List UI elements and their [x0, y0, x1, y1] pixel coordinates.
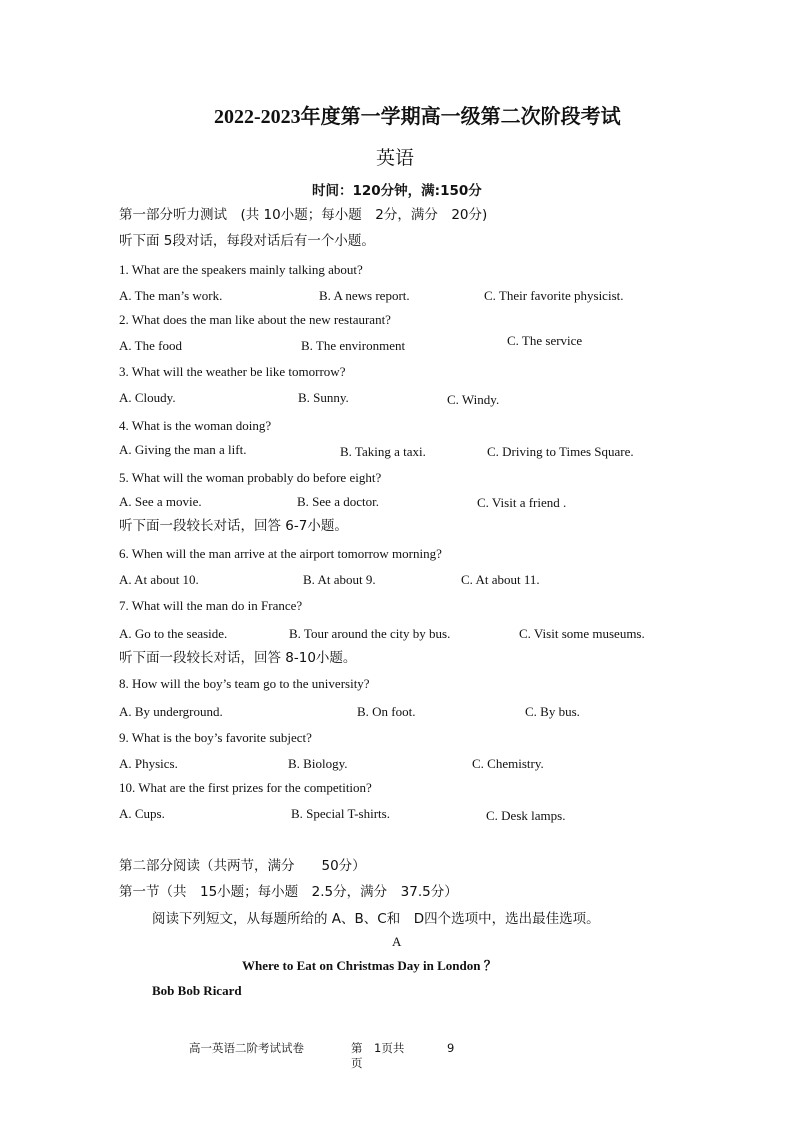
- question-6: 6. When will the man arrive at the airport tomorrow morning?: [119, 546, 442, 561]
- question-1: 1. What are the speakers mainly talking about?: [119, 262, 363, 277]
- q10-option-b: B. Special T-shirts.: [291, 806, 390, 821]
- q4-option-b: B. Taking a taxi.: [340, 444, 426, 459]
- q3-option-a: A. Cloudy.: [119, 390, 176, 405]
- part1-instruction-b: 听下面一段较长对话，回答 6-7小题。: [119, 518, 348, 534]
- question-9: 9. What is the boy’s favorite subject?: [119, 730, 312, 745]
- q2-option-a: A. The food: [119, 338, 182, 353]
- footer-page-suffix: 页: [351, 1056, 363, 1070]
- q7-option-a: A. Go to the seaside.: [119, 626, 228, 641]
- q5-option-a: A. See a movie.: [119, 494, 202, 509]
- question-8: 8. How will the boy’s team go to the university?: [119, 676, 370, 691]
- q4-option-a: A. Giving the man a lift.: [119, 442, 247, 457]
- q8-option-b: B. On foot.: [357, 704, 416, 719]
- question-10: 10. What are the first prizes for the competition?: [119, 780, 372, 795]
- passage-label: A: [392, 934, 402, 949]
- q7-option-b: B. Tour around the city by bus.: [289, 626, 451, 641]
- part2-instruction: 阅读下列短文，从每题所给的 A、B、C和 D四个选项中，选出最佳选项。: [152, 911, 600, 927]
- q8-option-a: A. By underground.: [119, 704, 223, 719]
- q1-option-b: B. A news report.: [319, 288, 410, 303]
- part1-instruction-c: 听下面一段较长对话，回答 8-10小题。: [119, 650, 357, 666]
- q9-option-c: C. Chemistry.: [472, 756, 544, 771]
- q10-option-c: C. Desk lamps.: [486, 808, 566, 823]
- q4-option-c: C. Driving to Times Square.: [487, 444, 634, 459]
- q7-option-c: C. Visit some museums.: [519, 626, 645, 641]
- question-7: 7. What will the man do in France?: [119, 598, 303, 613]
- footer-total-pages: 9: [447, 1041, 455, 1055]
- q3-option-c: C. Windy.: [447, 392, 500, 407]
- passage-subtitle: Bob Bob Ricard: [152, 983, 242, 998]
- q9-option-b: B. Biology.: [288, 756, 348, 771]
- q6-option-b: B. At about 9.: [303, 572, 376, 587]
- q1-option-c: C. Their favorite physicist.: [484, 288, 624, 303]
- q5-option-b: B. See a doctor.: [297, 494, 379, 509]
- passage-title: Where to Eat on Christmas Day in London ？: [242, 958, 497, 973]
- subject-title: 英语: [376, 147, 415, 169]
- q8-option-c: C. By bus.: [525, 704, 580, 719]
- q3-option-b: B. Sunny.: [298, 390, 349, 405]
- q9-option-a: A. Physics.: [119, 756, 178, 771]
- q6-option-c: C. At about 11.: [461, 572, 540, 587]
- exam-title: 2022-2023年度第一学期高一级第二次阶段考试: [214, 106, 621, 128]
- question-5: 5. What will the woman probably do before eight?: [119, 470, 382, 485]
- q1-option-a: A. The man’s work.: [119, 288, 223, 303]
- q10-option-a: A. Cups.: [119, 806, 165, 821]
- q2-option-b: B. The environment: [301, 338, 406, 353]
- footer-page-label: 第 1页共: [351, 1041, 405, 1055]
- q2-option-c: C. The service: [507, 333, 583, 348]
- part1-heading: 第一部分听力测试 (共 10小题；每小题 2分，满分 20分): [119, 207, 488, 223]
- q6-option-a: A. At about 10.: [119, 572, 199, 587]
- time-info: 时间：120分钟，满:150分: [312, 183, 482, 199]
- part2-section1: 第一节（共 15小题；每小题 2.5分，满分 37.5分）: [119, 884, 458, 900]
- q5-option-c: C. Visit a friend .: [477, 495, 567, 510]
- footer-exam-name: 高一英语二阶考试试卷: [189, 1041, 304, 1055]
- part2-heading: 第二部分阅读（共两节，满分 50分）: [119, 858, 366, 874]
- question-4: 4. What is the woman doing?: [119, 418, 272, 433]
- question-2: 2. What does the man like about the new restaurant?: [119, 312, 391, 327]
- part1-instruction-a: 听下面 5段对话，每段对话后有一个小题。: [119, 233, 375, 249]
- question-3: 3. What will the weather be like tomorrow?: [119, 364, 346, 379]
